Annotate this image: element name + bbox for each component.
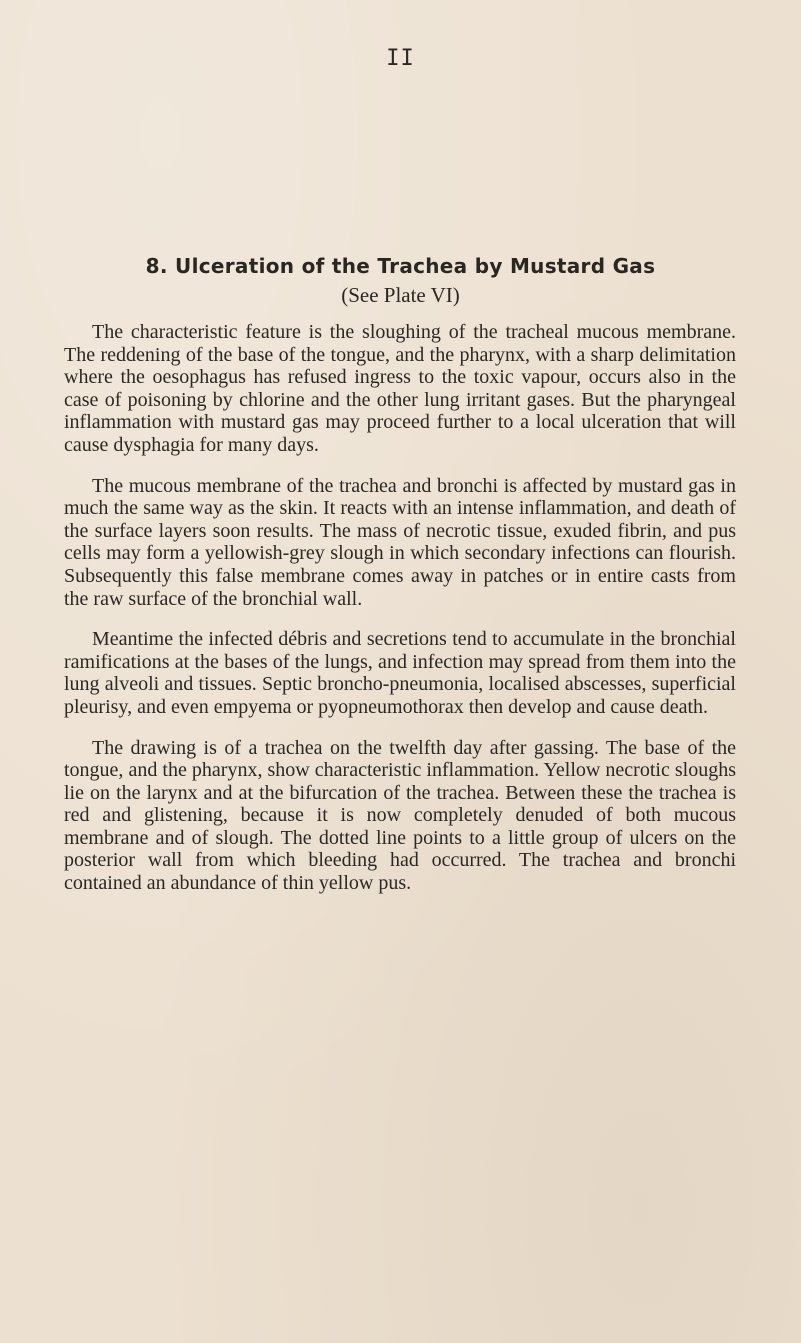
body-text — [64, 321, 736, 913]
page-number: II — [386, 46, 415, 71]
paragraph-4: The drawing is of a trachea on the twelfth day after gassing. The base of the tongue, and the pharynx, show characteristic inflammation. Yellow necrotic sloughs lie on the larynx and at the bifurcation of the trachea. Between these the trachea is red and glistening, because it is now completely denuded of both mucous membrane and of slough. The dotted line points to a little group of ulcers on the posterior wall from which bleeding had occurred. The trachea and bronchi contained an abundance of thin yellow pus. — [64, 736, 736, 895]
section-title: 8. Ulceration of the Trachea by Mustard Gas — [145, 254, 656, 278]
paragraph-3: Meantime the infected débris and secretions tend to accumulate in the bronchial ramifications at the bases of the lungs, and infection may spread from them into the lung alveoli and tissues. Septic broncho-pneumonia, localised abscesses, superficial pleurisy, and even empyema or pyopneumothorax then develop and cause death. — [64, 628, 736, 718]
paragraph-1: The characteristic feature is the sloughing of the tracheal mucous membrane. The reddening of the base of the tongue, and the pharynx, with a sharp delimitation where the oesophagus has refused ingress to the toxic vapour, occurs also in the case of poisoning by chlorine and the other lung irritant gases. But the pharyngeal inflammation with mustard gas may proceed further to a local ulceration that will cause dysphagia for many days. — [64, 321, 736, 456]
section-subtitle: (See Plate VI) — [341, 283, 460, 307]
paragraph-2: The mucous membrane of the trachea and bronchi is affected by mustard gas in much the same way as the skin. It reacts with an intense inflammation, and death of the surface layers soon results. The mass of necrotic tissue, exuded fibrin, and pus cells may form a yellowish-grey slough in which secondary infections can flourish. Subsequently this false membrane comes away in patches or in entire casts from the raw surface of the bronchial wall. — [64, 474, 736, 610]
